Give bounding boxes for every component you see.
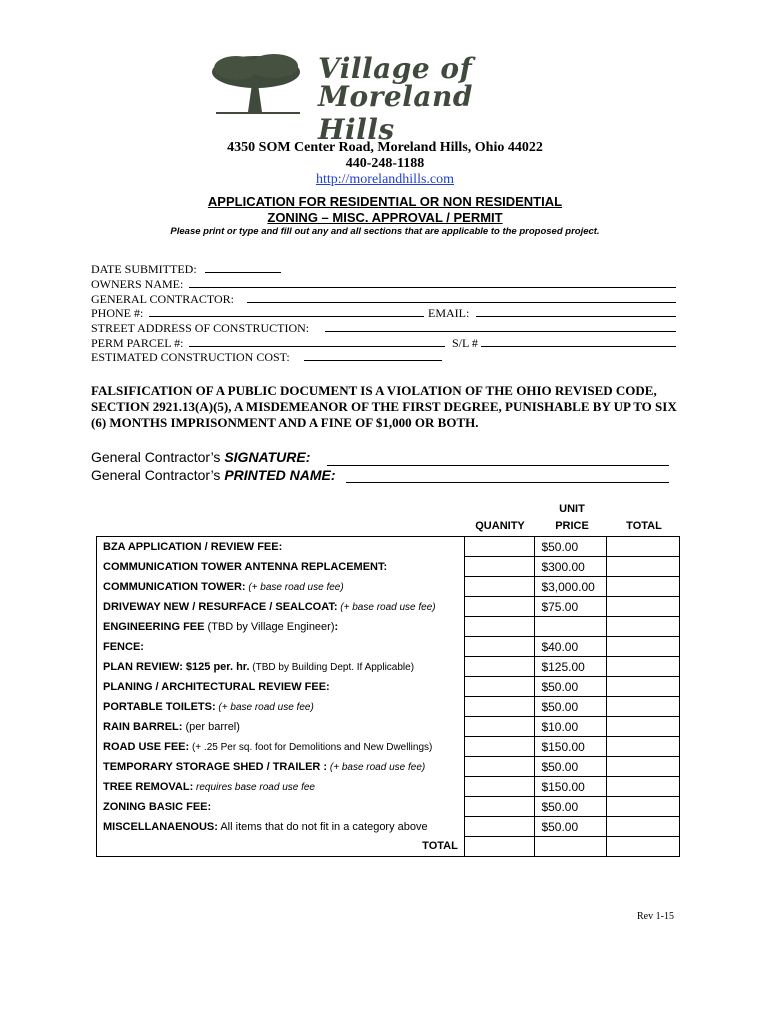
falsification-warning: FALSIFICATION OF A PUBLIC DOCUMENT IS A VIOLATION OF THE OHIO REVISED CODE, SECTION 2921.13(A)(5), A MISDEMEANOR OF THE FIRST DEGREE, PUNISHABLE BY UP TO SIX (6) MONTHS IMPRISONMENT AND A FINE OF $1,000 OR BOTH. xyxy=(91,383,677,430)
unit-price-cell: $300.00 xyxy=(535,557,607,577)
printed-name-label: PRINTED NAME: xyxy=(224,467,336,483)
street-address-field[interactable] xyxy=(325,331,676,332)
total-cell[interactable] xyxy=(607,817,680,837)
quantity-cell[interactable] xyxy=(464,597,535,617)
total-cell[interactable] xyxy=(607,657,680,677)
table-row xyxy=(97,817,680,837)
fee-description xyxy=(97,817,465,837)
quantity-cell[interactable] xyxy=(464,657,535,677)
fee-note: (TBD by Building Dept. If Applicable) xyxy=(249,661,415,673)
logo-line-2: Moreland Hills xyxy=(318,80,473,146)
unit-price-cell: $150.00 xyxy=(535,737,607,757)
fee-label: TEMPORARY STORAGE SHED / TRAILER : xyxy=(103,760,328,773)
unit-price-cell: $125.00 xyxy=(535,657,607,677)
unit-price-cell: $3,000.00 xyxy=(535,577,607,597)
table-row xyxy=(97,597,680,617)
quantity-header: QUANITY xyxy=(475,520,525,532)
owners-name-field[interactable] xyxy=(189,287,676,288)
quantity-cell[interactable] xyxy=(464,817,535,837)
fee-label: COMMUNICATION TOWER ANTENNA REPLACEMENT: xyxy=(103,560,388,573)
fee-label: COMMUNICATION TOWER: xyxy=(103,580,246,593)
quantity-cell[interactable] xyxy=(464,777,535,797)
quantity-cell[interactable] xyxy=(464,637,535,657)
fee-description xyxy=(97,657,465,677)
village-phone: 440-248-1188 xyxy=(345,156,425,171)
table-row xyxy=(97,697,680,717)
phone-label: PHONE #: xyxy=(91,306,144,320)
fee-description xyxy=(97,757,465,777)
table-row xyxy=(97,677,680,697)
fee-description xyxy=(97,617,465,637)
website-link[interactable]: http://morelandhills.com xyxy=(315,172,455,187)
grand-total-cell[interactable] xyxy=(607,837,680,857)
fee-description xyxy=(97,637,465,657)
fee-description xyxy=(97,577,465,597)
fee-label: BZA APPLICATION / REVIEW FEE: xyxy=(103,540,283,553)
unit-price-cell: $50.00 xyxy=(535,817,607,837)
total-cell[interactable] xyxy=(607,797,680,817)
perm-parcel-field[interactable] xyxy=(189,346,445,347)
fee-label: PORTABLE TOILETS: xyxy=(103,700,216,713)
fee-note: requires base road use fee xyxy=(193,781,315,793)
perm-parcel-label: PERM PARCEL #: xyxy=(91,336,184,350)
tree-icon xyxy=(208,50,308,116)
total-cell[interactable] xyxy=(607,537,680,557)
printed-name-row xyxy=(91,467,336,483)
quantity-cell[interactable] xyxy=(464,577,535,597)
quantity-cell[interactable] xyxy=(464,737,535,757)
fee-note: (+ base road use fee) xyxy=(245,581,344,593)
table-row xyxy=(97,717,680,737)
street-address-label: STREET ADDRESS OF CONSTRUCTION: xyxy=(91,321,310,335)
unit-price-cell: $50.00 xyxy=(535,677,607,697)
total-cell[interactable] xyxy=(607,777,680,797)
sl-field[interactable] xyxy=(481,346,676,347)
fee-label: PLANING / ARCHITECTURAL REVIEW FEE: xyxy=(103,680,330,693)
fee-note: (per barrel) xyxy=(182,720,240,733)
fee-description xyxy=(97,537,465,557)
fee-label: RAIN BARREL: xyxy=(103,720,183,733)
fee-label: ROAD USE FEE: xyxy=(103,740,190,753)
quantity-cell[interactable] xyxy=(464,717,535,737)
fee-description xyxy=(97,597,465,617)
quantity-cell[interactable] xyxy=(464,537,535,557)
fee-label: DRIVEWAY NEW / RESURFACE / SEALCOAT: xyxy=(103,600,338,613)
total-cell[interactable] xyxy=(607,737,680,757)
signature-prefix: General Contractor’s xyxy=(91,449,225,465)
total-label: TOTAL xyxy=(97,837,465,857)
signature-label: SIGNATURE: xyxy=(224,449,311,465)
fee-description xyxy=(97,777,465,797)
instructions: Please print or type and fill out any and all sections that are applicable to the proposed project. xyxy=(170,226,600,237)
total-cell[interactable] xyxy=(607,717,680,737)
table-row xyxy=(97,657,680,677)
signature-row xyxy=(91,449,310,465)
total-price-cell xyxy=(535,837,607,857)
fee-label: PLAN REVIEW: $125 per. hr. xyxy=(103,660,250,673)
table-row xyxy=(97,577,680,597)
revision-label: Rev 1-15 xyxy=(637,911,674,922)
fee-note: (+ .25 Per sq. foot for Demolitions and New Dwellings) xyxy=(189,741,433,753)
total-cell[interactable] xyxy=(607,577,680,597)
fee-description xyxy=(97,557,465,577)
total-cell[interactable] xyxy=(607,677,680,697)
fee-label: ENGINEERING FEE xyxy=(103,620,205,633)
total-cell[interactable] xyxy=(607,697,680,717)
fee-note: (+ base road use fee) xyxy=(327,761,426,773)
table-row xyxy=(97,557,680,577)
address: 4350 SOM Center Road, Moreland Hills, Ohio 44022 xyxy=(227,140,543,155)
estimated-cost-field[interactable] xyxy=(304,360,442,361)
estimated-cost-label: ESTIMATED CONSTRUCTION COST: xyxy=(91,350,290,364)
unit-price-cell xyxy=(535,617,607,637)
unit-price-cell: $50.00 xyxy=(535,757,607,777)
quantity-cell[interactable] xyxy=(464,617,535,637)
date-submitted-field[interactable] xyxy=(205,272,281,273)
price-header: PRICE xyxy=(555,520,589,532)
fee-note: (+ base road use fee) xyxy=(337,601,436,613)
fee-description xyxy=(97,677,465,697)
unit-price-cell: $40.00 xyxy=(535,637,607,657)
logo-line-1: Village of xyxy=(318,52,473,85)
fee-note: All items that do not fit in a category above xyxy=(217,820,428,833)
total-quantity-cell[interactable] xyxy=(464,837,535,857)
email-label: EMAIL: xyxy=(428,306,470,320)
printed-name-field[interactable] xyxy=(346,482,669,483)
table-row xyxy=(97,617,680,637)
unit-price-cell: $50.00 xyxy=(535,537,607,557)
village-logo xyxy=(208,50,558,146)
quantity-cell[interactable] xyxy=(464,797,535,817)
total-row xyxy=(97,837,680,857)
fee-label: ZONING BASIC FEE: xyxy=(103,800,212,813)
fee-description xyxy=(97,717,465,737)
form-title-line-1: APPLICATION FOR RESIDENTIAL OR NON RESIDENTIAL xyxy=(207,194,563,209)
fee-label: TREE REMOVAL: xyxy=(103,780,194,793)
signature-field[interactable] xyxy=(327,465,669,466)
fee-description xyxy=(97,737,465,757)
phone-field[interactable] xyxy=(149,316,424,317)
fee-description xyxy=(97,797,465,817)
fee-label: MISCELLANAENOUS: xyxy=(103,820,218,833)
quantity-cell[interactable] xyxy=(464,757,535,777)
unit-price-cell: $10.00 xyxy=(535,717,607,737)
table-row xyxy=(97,797,680,817)
general-contractor-field[interactable] xyxy=(247,302,676,303)
total-cell[interactable] xyxy=(607,617,680,637)
owners-name-label: OWNERS NAME: xyxy=(91,277,184,291)
total-cell[interactable] xyxy=(607,637,680,657)
quantity-cell[interactable] xyxy=(464,557,535,577)
table-row xyxy=(97,737,680,757)
date-submitted-label: DATE SUBMITTED: xyxy=(91,262,197,276)
printed-name-prefix: General Contractor’s xyxy=(91,467,225,483)
unit-price-cell: $50.00 xyxy=(535,797,607,817)
table-row xyxy=(97,537,680,557)
fee-suffix: : xyxy=(334,620,339,633)
table-row xyxy=(97,777,680,797)
total-header: TOTAL xyxy=(626,520,662,532)
fee-label: FENCE: xyxy=(103,640,144,653)
email-field[interactable] xyxy=(476,316,676,317)
table-row xyxy=(97,757,680,777)
total-cell[interactable] xyxy=(607,757,680,777)
form-title-line-2: ZONING – MISC. APPROVAL / PERMIT xyxy=(267,210,503,225)
general-contractor-label: GENERAL CONTRACTOR: xyxy=(91,292,235,306)
fee-note: (+ base road use fee) xyxy=(215,701,314,713)
fee-description xyxy=(97,697,465,717)
sl-label: S/L # xyxy=(452,336,478,350)
total-cell[interactable] xyxy=(607,597,680,617)
unit-price-cell: $50.00 xyxy=(535,697,607,717)
fee-note: (TBD by Village Engineer) xyxy=(204,620,335,633)
unit-price-cell: $75.00 xyxy=(535,597,607,617)
unit-header: UNIT xyxy=(559,503,585,515)
unit-price-cell: $150.00 xyxy=(535,777,607,797)
quantity-cell[interactable] xyxy=(464,697,535,717)
total-cell[interactable] xyxy=(607,557,680,577)
fee-table xyxy=(96,536,680,857)
table-row xyxy=(97,637,680,657)
quantity-cell[interactable] xyxy=(464,677,535,697)
